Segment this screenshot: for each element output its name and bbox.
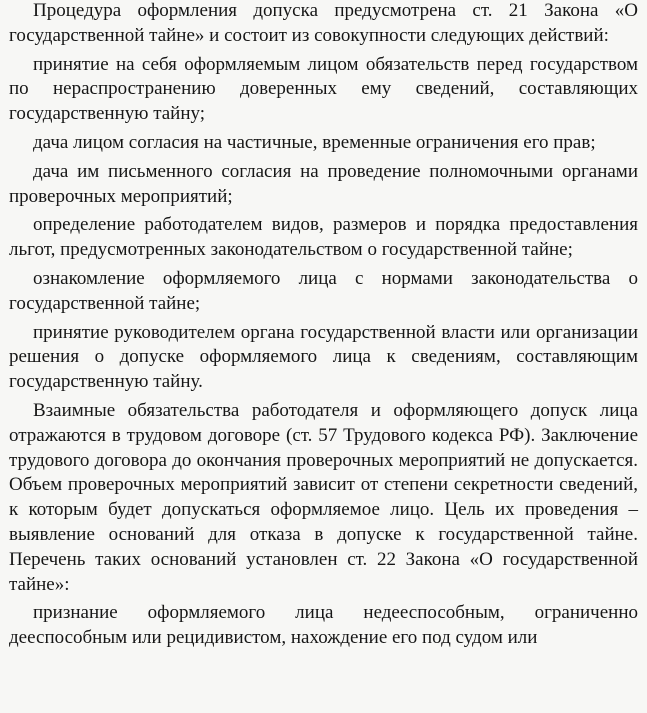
paragraph-mutual-obligations: Взаимные обязательства работодателя и оформляющего допуск лица отражаются в трудовом договоре (ст. 57 Трудового кодекса РФ). Заключение трудового договора до окончания проверочных мероприятий не допускается. Объем проверочных мероприятий зависит от степени секретности сведений, к которым будет допускаться оформляемое лицо. Цель их проведения – выявление оснований для отказа в допуске к государственной тайне. Перечень таких оснований установлен ст. 22 Закона «О государственной тайне»: (9, 399, 638, 595)
list-item-admission-decision: принятие руководителем органа государственной власти или организации решения о допуске оформляемого лица к сведениям, составляющим государственную тайну. (9, 321, 638, 393)
list-item-obligations: принятие на себя оформляемым лицом обязательств перед государством по нераспространению доверенных ему сведений, составляющих государственную тайну; (9, 53, 638, 125)
paragraph-intro: Процедура оформления допуска предусмотрена ст. 21 Закона «О государственной тайне» и состоит из совокупности следующих действий: (9, 0, 638, 46)
list-item-consent-restrictions: дача лицом согласия на частичные, временные ограничения его прав; (33, 131, 596, 153)
list-item-familiarization: ознакомление оформляемого лица с нормами законодательства о государственной тайне; (9, 267, 638, 314)
list-item-benefits: определение работодателем видов, размеров и порядка предоставления льгот, предусмотренных законодательством о государственной тайне; (9, 214, 638, 261)
list-item-written-consent: дача им письменного согласия на проведение полномочными органами проверочных мероприятий; (9, 160, 638, 207)
list-item-incapacity: признание оформляемого лица недееспособным, ограниченно дееспособным или рецидивистом, нахождение его под судом или (9, 602, 638, 649)
